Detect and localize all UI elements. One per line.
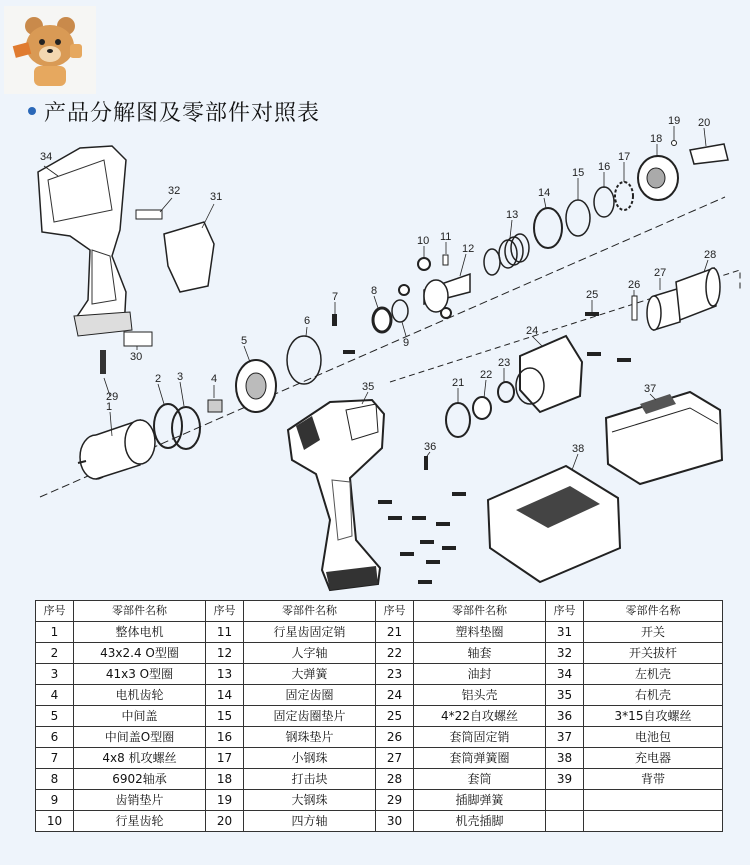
label-20: 20	[698, 117, 711, 129]
label-27: 27	[654, 267, 667, 279]
part-number-cell: 8	[36, 769, 74, 790]
part-number-cell: 16	[206, 727, 244, 748]
column-header-number: 序号	[546, 601, 584, 622]
label-10: 10	[417, 235, 430, 247]
part-name-cell: 右机壳	[584, 685, 723, 706]
label-37: 37	[644, 383, 657, 395]
column-header-part-name: 零部件名称	[584, 601, 723, 622]
part-number-cell: 20	[206, 811, 244, 832]
o-ring-41-part	[172, 407, 200, 449]
parts-table	[35, 600, 723, 832]
oil-seal-part	[498, 382, 514, 402]
part-number-cell: 30	[376, 811, 414, 832]
gear-pin-washer-part	[392, 300, 408, 322]
label-2: 2	[155, 373, 162, 385]
column-header-part-name: 零部件名称	[244, 601, 376, 622]
bear-logo	[4, 6, 96, 94]
part-number-cell: 15	[206, 706, 244, 727]
part-number-cell: 3	[36, 664, 74, 685]
table-row	[36, 685, 723, 706]
part-name-cell: 电机齿轮	[74, 685, 206, 706]
part-name-cell: 中间盖	[74, 706, 206, 727]
part-name-cell: 固定齿圈垫片	[244, 706, 376, 727]
table-row	[36, 643, 723, 664]
part-number-cell: 18	[206, 769, 244, 790]
part-number-cell: 24	[376, 685, 414, 706]
table-header-row	[36, 601, 723, 622]
part-number-cell: 25	[376, 706, 414, 727]
planetary-gear-part	[418, 258, 430, 270]
part-name-cell: 套筒固定销	[414, 727, 546, 748]
table-row	[36, 664, 723, 685]
part-name-cell: 人字轴	[244, 643, 376, 664]
motor-gear-part	[208, 400, 222, 412]
fixed-ring-gear-part	[534, 208, 562, 248]
part-number-cell: 32	[546, 643, 584, 664]
part-name-cell: 插脚弹簧	[414, 790, 546, 811]
table-row	[36, 622, 723, 643]
part-number-cell: 21	[376, 622, 414, 643]
part-name-cell: 开关拔杆	[584, 643, 723, 664]
charger-part	[488, 466, 620, 582]
part-name-cell: 4*22自攻螺丝	[414, 706, 546, 727]
label-24: 24	[526, 325, 539, 337]
column-header-number: 序号	[206, 601, 244, 622]
table-row	[36, 769, 723, 790]
part-number-cell: 19	[206, 790, 244, 811]
large-spring-part	[484, 234, 529, 275]
part-number-cell: 1	[36, 622, 74, 643]
label-11: 11	[440, 231, 452, 243]
right-housing-part	[288, 400, 384, 590]
label-36: 36	[424, 441, 437, 453]
label-21: 21	[452, 377, 465, 389]
exploded-diagram	[0, 110, 750, 600]
planet-pin-part	[443, 255, 448, 265]
column-header-number: 序号	[36, 601, 74, 622]
part-name-cell: 固定齿圈	[244, 685, 376, 706]
ball-washer-part	[594, 187, 614, 217]
battery-pack-part	[606, 392, 722, 484]
part-number-cell: 22	[376, 643, 414, 664]
part-name-cell: 电池包	[584, 727, 723, 748]
part-number-cell: 14	[206, 685, 244, 706]
cover-o-ring-part	[287, 336, 321, 384]
motor-part	[78, 420, 155, 479]
part-number-cell: 5	[36, 706, 74, 727]
part-name-cell: 行星齿轮	[74, 811, 206, 832]
table-row	[36, 811, 723, 832]
part-number-cell: 29	[376, 790, 414, 811]
part-number-cell: 7	[36, 748, 74, 769]
label-31: 31	[210, 191, 223, 203]
part-number-cell: 17	[206, 748, 244, 769]
part-name-cell: 齿销垫片	[74, 790, 206, 811]
label-8: 8	[371, 285, 378, 297]
screw-3x15-part	[424, 456, 428, 470]
part-name-cell: 6902轴承	[74, 769, 206, 790]
part-number-cell: 36	[546, 706, 584, 727]
part-name-cell: 铝头壳	[414, 685, 546, 706]
part-name-cell: 四方轴	[244, 811, 376, 832]
part-name-cell: 机壳插脚	[414, 811, 546, 832]
part-name-cell: 3*15自攻螺丝	[584, 706, 723, 727]
column-header-part-name: 零部件名称	[74, 601, 206, 622]
part-number-cell	[546, 811, 584, 832]
part-name-cell: 套筒	[414, 769, 546, 790]
label-23: 23	[498, 357, 511, 369]
part-name-cell: 塑料垫圈	[414, 622, 546, 643]
label-3: 3	[177, 371, 184, 383]
plastic-washer-part	[446, 403, 470, 437]
column-header-number: 序号	[376, 601, 414, 622]
part-number-cell: 4	[36, 685, 74, 706]
part-name-cell: 41x3 O型圈	[74, 664, 206, 685]
part-name-cell: 打击块	[244, 769, 376, 790]
table-row	[36, 748, 723, 769]
part-number-cell: 23	[376, 664, 414, 685]
part-name-cell: 4x8 机攻螺丝	[74, 748, 206, 769]
label-38: 38	[572, 443, 585, 455]
label-13: 13	[506, 209, 519, 221]
label-12: 12	[462, 243, 475, 255]
part-name-cell: 整体电机	[74, 622, 206, 643]
part-name-cell	[584, 811, 723, 832]
tapping-screw-part	[585, 312, 599, 316]
label-9: 9	[403, 337, 410, 349]
part-name-cell	[584, 790, 723, 811]
part-name-cell: 充电器	[584, 748, 723, 769]
part-number-cell: 10	[36, 811, 74, 832]
label-22: 22	[480, 369, 493, 381]
switch-lever-part	[136, 210, 162, 219]
label-1: 1	[106, 401, 113, 413]
socket-pin-part	[632, 296, 637, 320]
ring-gear-washer-part	[566, 200, 590, 236]
part-number-cell: 13	[206, 664, 244, 685]
large-steel-ball-part	[672, 141, 677, 146]
switch-part	[164, 222, 214, 292]
label-7: 7	[332, 291, 339, 303]
part-name-cell: 轴套	[414, 643, 546, 664]
label-28: 28	[704, 249, 717, 261]
table-row	[36, 790, 723, 811]
pin-spring-part	[100, 350, 106, 374]
part-number-cell: 6	[36, 727, 74, 748]
part-number-cell	[546, 790, 584, 811]
label-26: 26	[628, 279, 641, 291]
label-30: 30	[130, 351, 143, 363]
part-name-cell: 大钢珠	[244, 790, 376, 811]
part-name-cell: 左机壳	[584, 664, 723, 685]
page-title: 产品分解图及零部件对照表	[44, 100, 321, 126]
label-32: 32	[168, 185, 181, 197]
part-number-cell: 37	[546, 727, 584, 748]
part-number-cell: 31	[546, 622, 584, 643]
label-35: 35	[362, 381, 375, 393]
left-housing-part	[38, 146, 132, 336]
label-34: 34	[40, 151, 53, 163]
label-19: 19	[668, 115, 681, 127]
part-number-cell: 35	[546, 685, 584, 706]
screw-part	[332, 314, 337, 326]
bearing-part	[373, 308, 391, 332]
label-6: 6	[304, 315, 311, 327]
part-number-cell: 34	[546, 664, 584, 685]
table-row	[36, 706, 723, 727]
part-name-cell: 中间盖O型圈	[74, 727, 206, 748]
part-number-cell: 2	[36, 643, 74, 664]
label-29: 29	[106, 391, 119, 403]
part-number-cell: 27	[376, 748, 414, 769]
label-14: 14	[538, 187, 551, 199]
part-number-cell: 12	[206, 643, 244, 664]
aluminum-head-part	[516, 336, 582, 412]
part-name-cell: 套筒弹簧圈	[414, 748, 546, 769]
label-25: 25	[586, 289, 599, 301]
part-number-cell: 9	[36, 790, 74, 811]
part-name-cell: 钢珠垫片	[244, 727, 376, 748]
part-name-cell: 行星齿固定销	[244, 622, 376, 643]
small-steel-ball-part	[615, 182, 633, 210]
part-number-cell: 11	[206, 622, 244, 643]
housing-pin-part	[124, 332, 152, 346]
part-name-cell: 43x2.4 O型圈	[74, 643, 206, 664]
part-number-cell: 28	[376, 769, 414, 790]
label-17: 17	[618, 151, 631, 163]
table-row	[36, 727, 723, 748]
label-16: 16	[598, 161, 611, 173]
part-number-cell: 26	[376, 727, 414, 748]
part-name-cell: 小钢珠	[244, 748, 376, 769]
label-5: 5	[241, 335, 248, 347]
square-shaft-part	[690, 144, 728, 164]
part-name-cell: 开关	[584, 622, 723, 643]
callout-labels	[40, 115, 716, 455]
part-name-cell: 大弹簧	[244, 664, 376, 685]
sleeve-part	[473, 397, 491, 419]
part-number-cell: 38	[546, 748, 584, 769]
part-name-cell: 背带	[584, 769, 723, 790]
label-4: 4	[211, 373, 218, 385]
part-name-cell: 油封	[414, 664, 546, 685]
part-number-cell: 39	[546, 769, 584, 790]
label-18: 18	[650, 133, 663, 145]
column-header-part-name: 零部件名称	[414, 601, 546, 622]
label-15: 15	[572, 167, 585, 179]
